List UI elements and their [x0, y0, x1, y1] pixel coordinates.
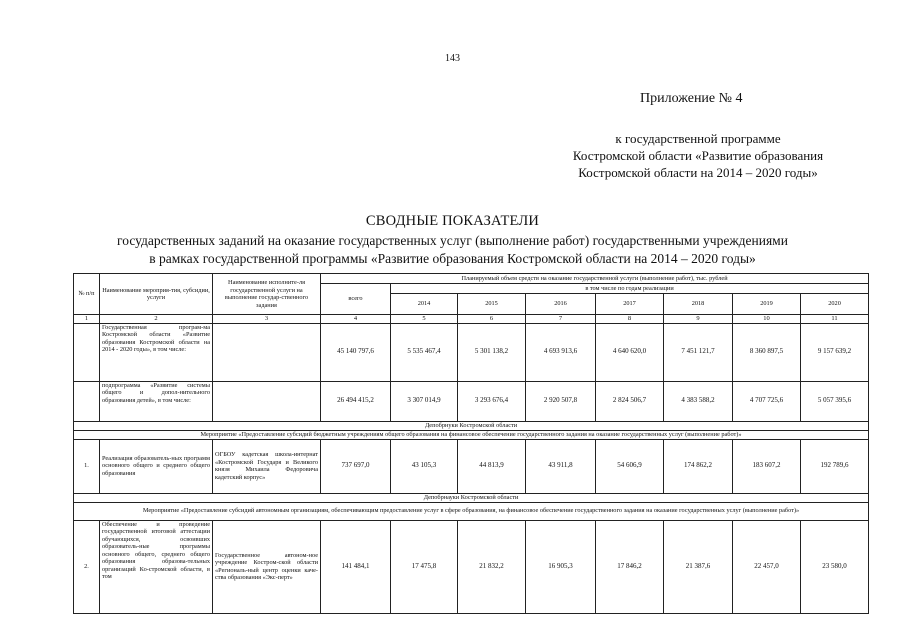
header-executor: Наименование исполните-ля государственной услуги на выполнение государ-ственного задания [213, 274, 321, 315]
value-year: 4 707 725,6 [733, 381, 801, 421]
header-year: 2017 [596, 294, 664, 315]
value-year: 43 911,8 [526, 439, 596, 493]
value-year: 7 451 121,7 [664, 323, 733, 381]
column-index: 2 [100, 315, 213, 324]
value-year: 5 057 395,6 [801, 381, 869, 421]
row-name: Обеспечение и проведение государственной итоговой аттестации обучающихся, освоивших образователь-ные программы основного общего, среднего общего образования образова-тельных организаций Ко-стромской области, в том [100, 520, 213, 613]
value-year: 3 293 676,4 [458, 381, 526, 421]
column-index: 9 [664, 315, 733, 324]
value-year: 5 301 138,2 [458, 323, 526, 381]
value-year: 2 824 506,7 [596, 381, 664, 421]
column-index: 3 [213, 315, 321, 324]
row-num [74, 323, 100, 381]
section-department: Депобрнауки Костромской области [74, 493, 869, 502]
row-executor: Государственное автоном-ное учреждение Костром-ской области «Региональ-ный центр оценки каче-ства образования «Экс-перт» [213, 520, 321, 613]
section-activity: Мероприятие «Предоставление субсидий бюджетным учреждениям общего образования на финансовое обеспечение государственного задания на оказание государственных услуг (выполнение работ)» [74, 430, 869, 439]
column-index: 5 [391, 315, 458, 324]
row-name: Реализация образователь-ных программ основного общего и среднего общего образования [100, 439, 213, 493]
appendix-label: Приложение № 4 [640, 91, 743, 106]
value-year: 44 813,9 [458, 439, 526, 493]
value-year: 23 580,0 [801, 520, 869, 613]
table-row [74, 520, 869, 613]
table-row [74, 323, 869, 381]
value-year: 4 640 620,0 [596, 323, 664, 381]
column-index: 4 [321, 315, 391, 324]
value-year: 21 832,2 [458, 520, 526, 613]
header-planned: Планируемый объем средств на оказание государственной услуги (выполнение работ), тыс. рублей [321, 274, 869, 284]
document-title: СВОДНЫЕ ПОКАЗАТЕЛИ [365, 213, 540, 229]
header-year: 2020 [801, 294, 869, 315]
value-year: 17 475,8 [391, 520, 458, 613]
column-index: 7 [526, 315, 596, 324]
value-year: 183 607,2 [733, 439, 801, 493]
subtitle-line: в рамках государственной программы «Развитие образования Костромской области на 2014 – 2020 годы» [149, 251, 756, 266]
row-num [74, 381, 100, 421]
row-name: подпрограмма «Развитие системы общего и допол-нительного образования детей», в том числе: [100, 381, 213, 421]
value-year: 4 693 913,6 [526, 323, 596, 381]
value-year: 16 905,3 [526, 520, 596, 613]
value-year: 174 862,2 [664, 439, 733, 493]
value-year: 43 105,3 [391, 439, 458, 493]
value-year: 22 457,0 [733, 520, 801, 613]
section-activity: Мероприятие «Предоставление субсидий автономным организациям, обеспечивающим предоставление услуг в сфере образования, на финансовое обеспечение государственного задания на оказание государственных услуг (выполнение работ)» [74, 502, 869, 520]
header-year: 2016 [526, 294, 596, 315]
row-executor [213, 381, 321, 421]
value-year: 4 383 588,2 [664, 381, 733, 421]
row-num: 1. [74, 439, 100, 493]
document-subtitle [40, 232, 865, 268]
value-year: 17 846,2 [596, 520, 664, 613]
column-index: 8 [596, 315, 664, 324]
value-year: 9 157 639,2 [801, 323, 869, 381]
value-year: 192 789,6 [801, 439, 869, 493]
header-year: 2018 [664, 294, 733, 315]
value-year: 54 606,9 [596, 439, 664, 493]
table-row [74, 439, 869, 493]
program-ref-line: Костромской области «Развитие образования [572, 148, 824, 163]
value-total: 26 494 415,2 [321, 381, 391, 421]
header-year: 2015 [458, 294, 526, 315]
column-index: 6 [458, 315, 526, 324]
value-total: 141 484,1 [321, 520, 391, 613]
indicators-table [73, 273, 869, 614]
value-year: 2 920 507,8 [526, 381, 596, 421]
value-year: 3 307 014,9 [391, 381, 458, 421]
column-index: 11 [801, 315, 869, 324]
value-year: 21 387,6 [664, 520, 733, 613]
value-total: 45 140 797,6 [321, 323, 391, 381]
program-reference [548, 130, 848, 181]
row-num: 2. [74, 520, 100, 613]
page-number: 143 [445, 53, 460, 64]
header-total: всего [321, 284, 391, 315]
header-year: 2014 [391, 294, 458, 315]
header-num: № п/п [74, 274, 100, 315]
table-row [74, 381, 869, 421]
column-index: 1 [74, 315, 100, 324]
header-name: Наименование мероприя-тия, субсидии, услуги [100, 274, 213, 315]
value-year: 5 535 467,4 [391, 323, 458, 381]
subtitle-line: государственных заданий на оказание государственных услуг (выполнение работ) государственными учреждениями [117, 233, 788, 248]
row-executor [213, 323, 321, 381]
program-ref-line: Костромской области на 2014 – 2020 годы» [578, 165, 818, 180]
row-executor: ОГБОУ кадетская школа-интернат «Костромской Государя и Великого князя Михаила Федоровича кадетский корпус» [213, 439, 321, 493]
value-total: 737 697,0 [321, 439, 391, 493]
header-by-years: в том числе по годам реализации [391, 284, 869, 294]
column-index: 10 [733, 315, 801, 324]
value-year: 8 360 897,5 [733, 323, 801, 381]
header-year: 2019 [733, 294, 801, 315]
program-ref-line: к государственной программе [615, 131, 781, 146]
row-name: Государственная програм-ма Костромской области «Развитие образования Костромской области на 2014 - 2020 годы», в том числе: [100, 323, 213, 381]
section-department: Депобрнуки Костромской области [74, 421, 869, 430]
